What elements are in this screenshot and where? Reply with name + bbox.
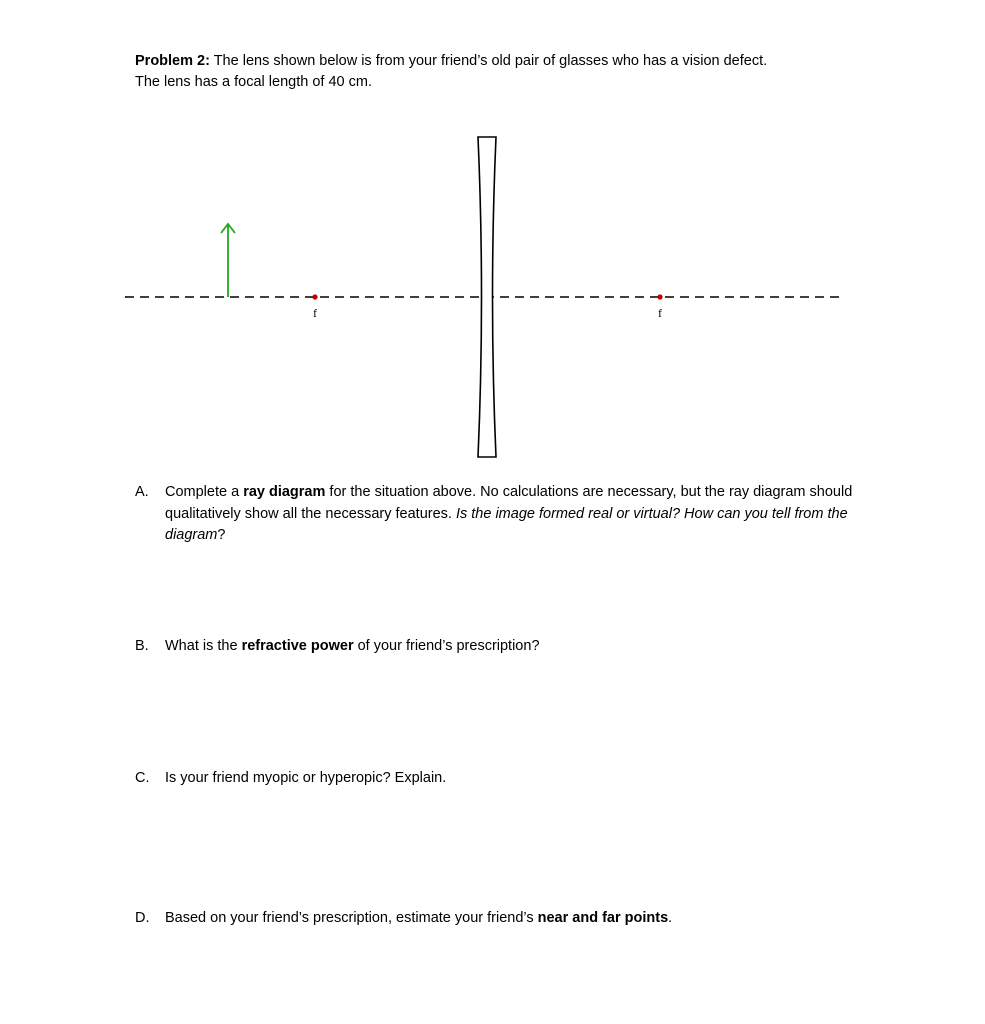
concave-lens	[478, 137, 496, 457]
question-d-text: Based on your friend’s prescription, estimate your friend’s near and far points.	[165, 910, 673, 926]
question-letter: B.	[135, 638, 149, 654]
focal-point-right	[657, 294, 662, 299]
question-letter: D.	[135, 910, 150, 926]
question-letter: A.	[135, 484, 149, 500]
question-letter: C.	[135, 770, 150, 786]
focal-point-left	[312, 294, 317, 299]
focal-label-left: f	[313, 306, 317, 320]
question-b-text: What is the refractive power of your friend’s prescription?	[165, 638, 540, 654]
question-a	[135, 482, 895, 547]
question-d	[135, 908, 895, 930]
focal-label-right: f	[658, 306, 662, 320]
question-c	[135, 768, 895, 790]
problem-label: Problem 2:	[135, 53, 210, 69]
question-c-text: Is your friend myopic or hyperopic? Explain.	[165, 770, 447, 786]
problem-intro-line2: The lens has a focal length of 40 cm.	[135, 74, 372, 90]
question-a-text: Complete a ray diagram for the situation above. No calculations are necessary, but the ray diagram should qualitatively show all the necessary features. Is the image formed real or virtual? How can you tell from the diagram?	[165, 484, 853, 543]
question-b	[135, 636, 895, 658]
lens-diagram	[0, 0, 985, 470]
object-arrow	[221, 224, 235, 297]
problem-intro-line1: The lens shown below is from your friend’s old pair of glasses who has a vision defect.	[209, 53, 768, 69]
